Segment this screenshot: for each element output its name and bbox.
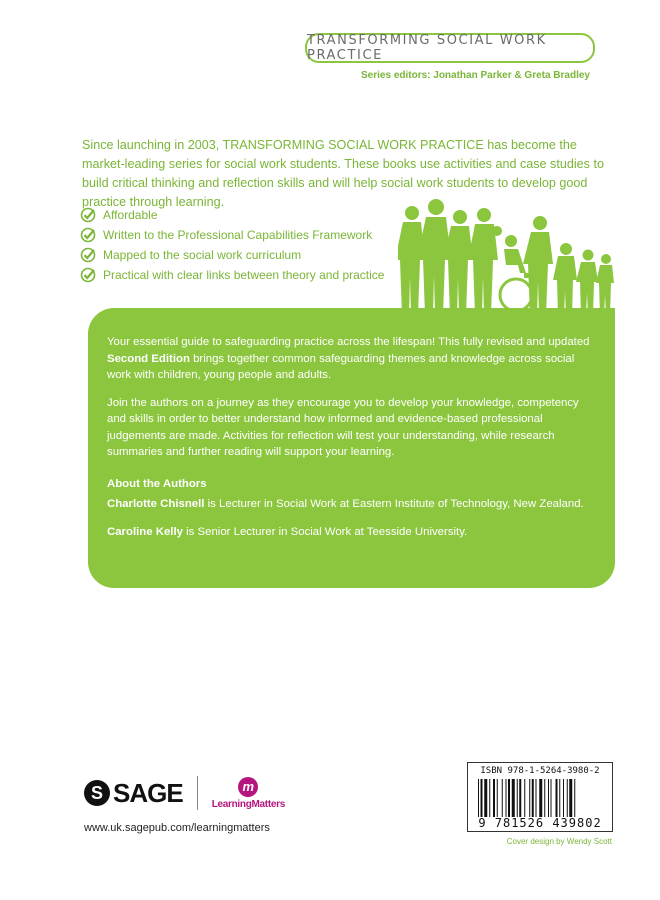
check-circle-icon: [80, 227, 96, 243]
isbn-digits: 9 781526 439802: [478, 816, 602, 830]
edition-label: Second Edition: [107, 352, 190, 365]
checklist-label: Affordable: [103, 208, 158, 222]
checklist-label: Practical with clear links between theory and practice: [103, 268, 385, 282]
people-silhouette-illustration: [398, 195, 615, 315]
learning-matters-text: LearningMatters: [211, 798, 285, 810]
checklist-item: [80, 245, 384, 265]
checklist-item: [80, 205, 384, 225]
description-panel: [88, 308, 615, 588]
check-circle-icon: [80, 247, 96, 263]
blurb-paragraph-2: Join the authors on a journey as they encourage you to develop your knowledge, competency and skills in order to better understand how informed and evidence-based professional judgements are made. Activities for reflection will test your understanding, while research summaries and further reading will support your learning.: [107, 396, 579, 458]
author-bio: [107, 524, 595, 541]
author-name: Caroline Kelly: [107, 525, 183, 538]
series-editors: Series editors: Jonathan Parker & Greta Bradley: [361, 70, 590, 81]
checklist-label: Mapped to the social work curriculum: [103, 248, 302, 262]
publisher-url: www.uk.sagepub.com/learningmatters: [84, 822, 270, 834]
sage-logo-icon: S: [84, 780, 110, 806]
blurb-paragraph-1: [107, 334, 595, 384]
blurb-text: Your essential guide to safeguarding practice across the lifespan! This fully revised and updated: [107, 336, 590, 348]
check-circle-icon: [80, 207, 96, 223]
learning-matters-icon: m: [238, 777, 258, 797]
author-bio: [107, 496, 595, 513]
series-title-box: [305, 33, 595, 63]
feature-checklist: [80, 205, 384, 285]
author-name: Charlotte Chisnell: [107, 498, 205, 510]
sage-logo: [84, 778, 183, 809]
intro-paragraph: Since launching in 2003, TRANSFORMING SOCIAL WORK PRACTICE has become the market-leading series for social work students. These books use activities and case studies to build critical thinking and reflection skills and will help social work students to develop good practice through learning.: [82, 138, 604, 209]
publisher-logos: [84, 776, 285, 810]
sage-logo-text: SAGE: [113, 777, 183, 808]
isbn-label: ISBN 978-1-5264-3980-2: [480, 766, 600, 776]
checklist-item: [80, 265, 384, 285]
checklist-item: [80, 225, 384, 245]
author-role: is Lecturer in Social Work at Eastern Institute of Technology, New Zealand.: [204, 498, 584, 510]
check-circle-icon: [80, 267, 96, 283]
about-authors-heading: About the Authors: [107, 477, 207, 490]
logo-divider: [197, 776, 198, 810]
series-title: TRANSFORMING SOCIAL WORK PRACTICE: [307, 33, 547, 63]
checklist-label: Written to the Professional Capabilities Framework: [103, 228, 373, 242]
author-role: is Senior Lecturer in Social Work at Teesside University.: [182, 525, 468, 538]
cover-design-credit: Cover design by Wendy Scott: [506, 837, 612, 846]
barcode-bars: [478, 779, 606, 817]
isbn-barcode: [467, 762, 613, 832]
blurb-text: brings together common safeguarding themes and knowledge across social work with children, young people and adults.: [107, 352, 575, 381]
learning-matters-logo: [212, 777, 285, 810]
